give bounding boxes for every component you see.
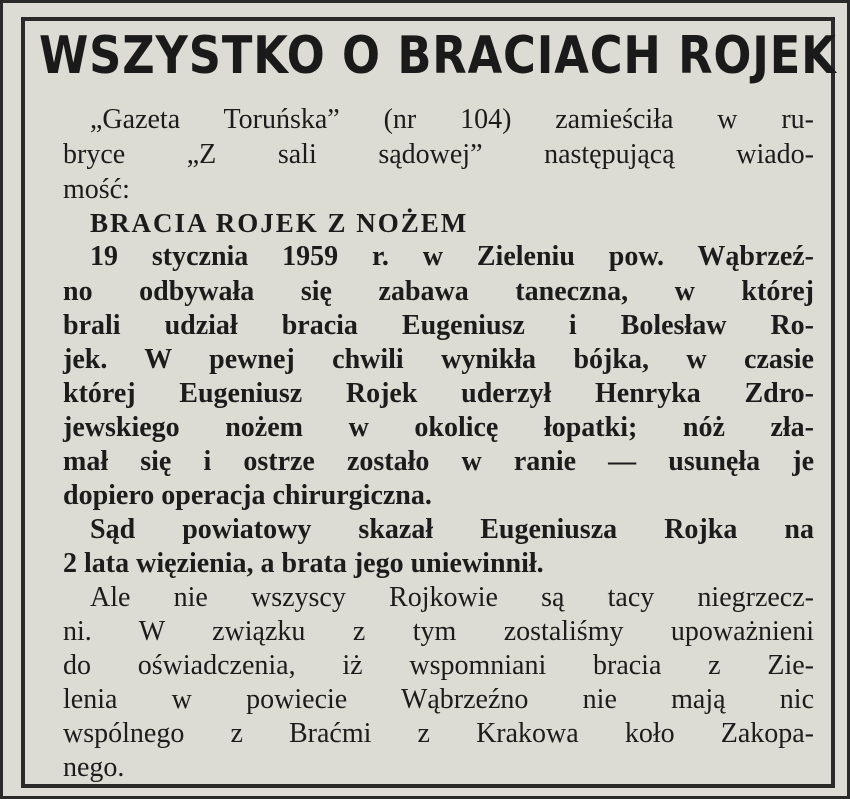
quote-line-10: 2 lata więzienia, a brata jego uniewinnił. [63, 548, 544, 579]
intro-line-3: mość: [63, 174, 130, 205]
comment-line-6: nego. [63, 752, 125, 783]
quote-line-7: mał się i ostrze zostało w ranie — usunęła je [63, 446, 814, 477]
quote-title: BRACIA ROJEK Z NOŻEM [90, 208, 469, 238]
intro-line-2: bryce „Z sali sądowej” następującą wiado- [63, 139, 814, 170]
quote-line-5: której Eugeniusz Rojek uderzył Henryka Zdro- [63, 378, 814, 409]
comment-line-5: wspólnego z Braćmi z Krakowa koło Zakopa- [63, 718, 814, 749]
quote-line-6: jewskiego nożem w okolicę łopatki; nóż zła- [63, 412, 814, 443]
quote-line-4: jek. W pewnej chwili wynikła bójka, w czasie [63, 344, 814, 375]
comment-line-4: lenia w powiecie Wąbrzeźno nie mają nic [63, 684, 814, 715]
article-headline: WSZYSTKO O BRACIACH ROJEK [39, 26, 837, 86]
quote-line-2: no odbywała się zabawa taneczna, w której [63, 276, 814, 307]
quote-line-1: 19 stycznia 1959 r. w Zieleniu pow. Wąbrzeź- [90, 241, 814, 272]
intro-line-1: „Gazeta Toruńska” (nr 104) zamieściła w ru- [90, 104, 814, 135]
quote-line-8: dopiero operacja chirurgiczna. [63, 480, 432, 511]
quote-line-3: brali udział bracia Eugeniusz i Bolesław Ro- [63, 310, 814, 341]
comment-line-2: ni. W związku z tym zostaliśmy upoważnieni [63, 616, 814, 647]
comment-line-1: Ale nie wszyscy Rojkowie są tacy niegrzecz- [90, 582, 814, 613]
quote-line-9: Sąd powiatowy skazał Eugeniusza Rojka na [90, 514, 814, 545]
comment-line-3: do oświadczenia, iż wspomniani bracia z Zie- [63, 650, 814, 681]
